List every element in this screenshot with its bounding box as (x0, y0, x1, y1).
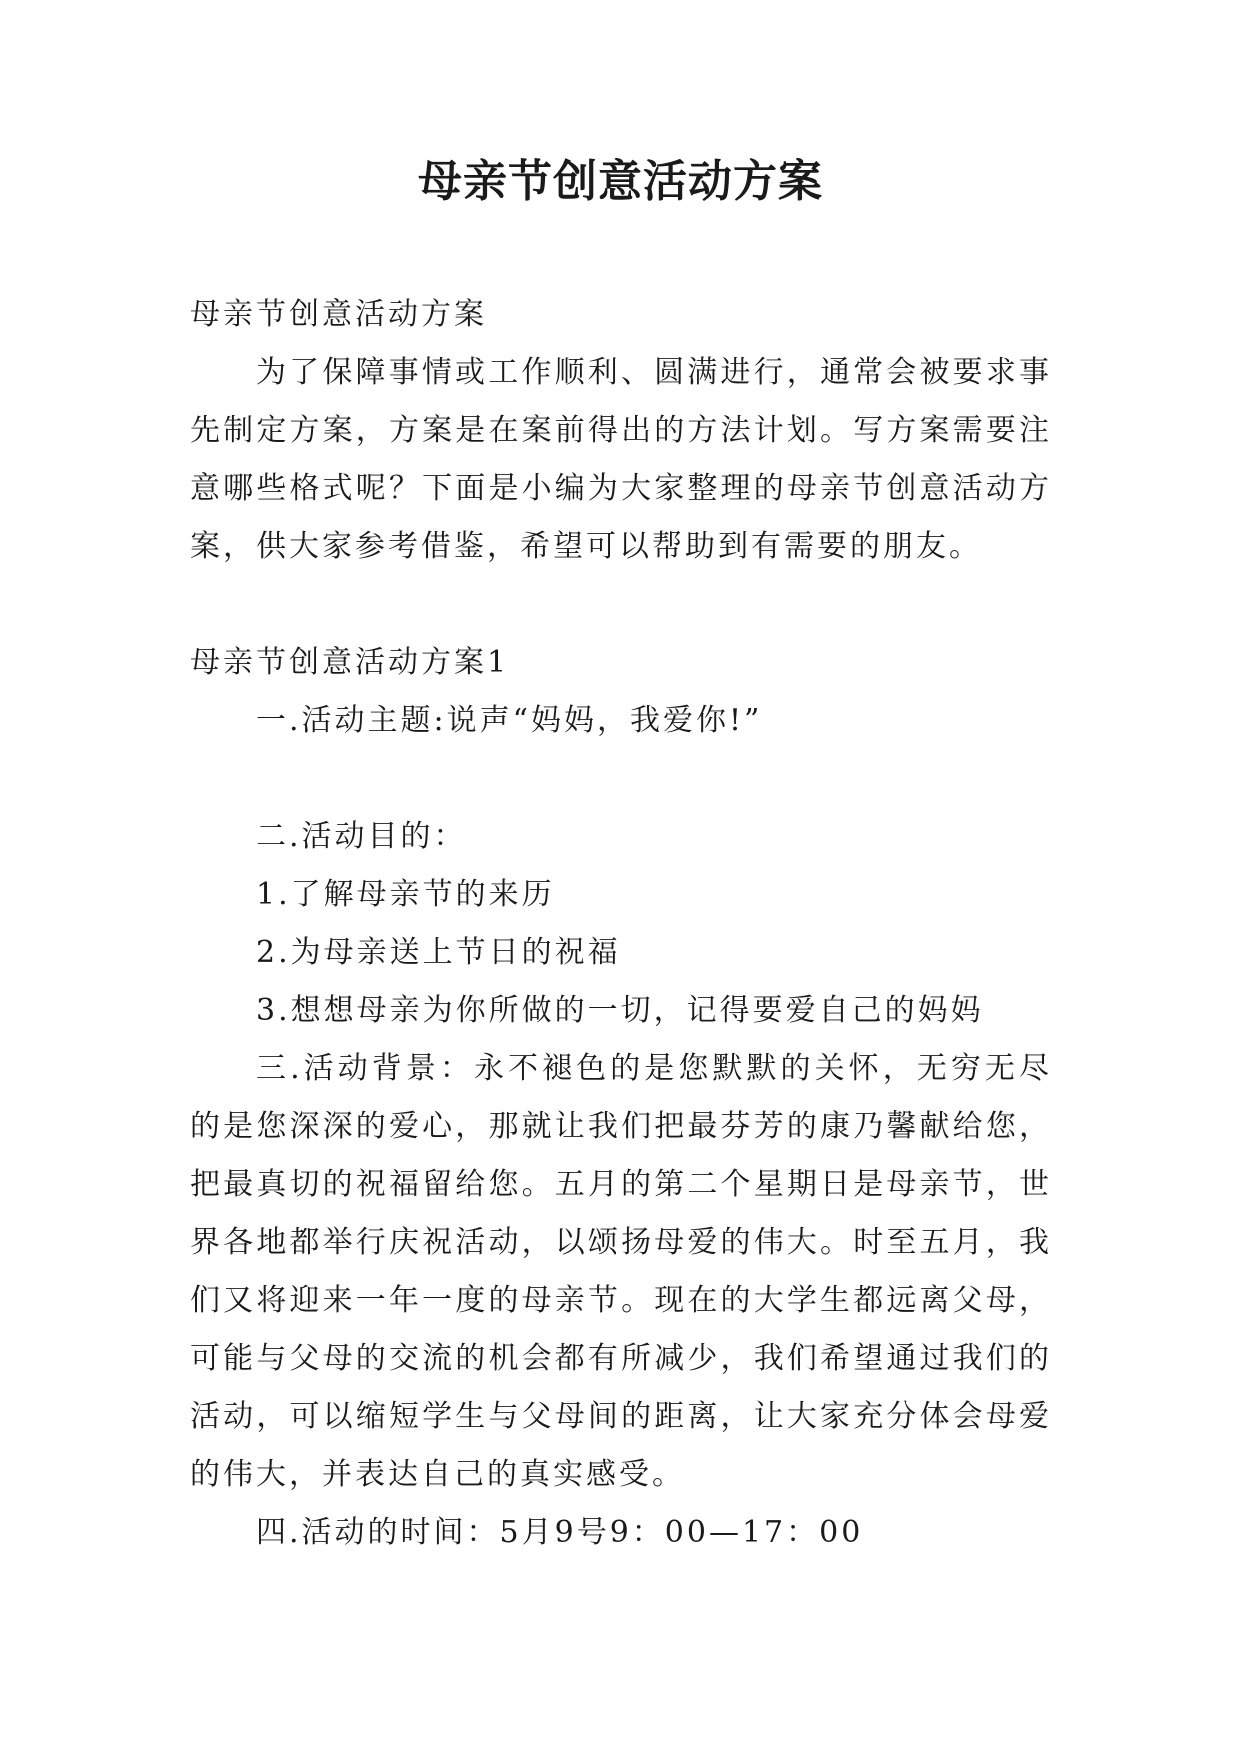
page-title: 母亲节创意活动方案 (418, 156, 823, 207)
purpose-item-2: 2.为母亲送上节日的祝福 (256, 935, 621, 970)
intro-paragraph: 为了保障事情或工作顺利、圆满进行，通常会被要求事先制定方案，方案是在案前得出的方法计划。写方案需要注意哪些格式呢？下面是小编为大家整理的母亲节创意活动方案，供大家参考借鉴，希望可以帮助到有需要的朋友。 (190, 355, 1052, 564)
purpose-item-3: 3.想想母亲为你所做的一切，记得要爱自己的妈妈 (256, 993, 984, 1028)
activity-time: 四.活动的时间：5月9号9：00—17：00 (256, 1515, 864, 1550)
activity-background: 三.活动背景：永不褪色的是您默默的关怀，无穷无尽的是您深深的爱心，那就让我们把最芬芳的康乃馨献给您，把最真切的祝福留给您。五月的第二个星期日是母亲节，世界各地都举行庆祝活动，以颂扬母爱的伟大。时至五月，我们又将迎来一年一度的母亲节。现在的大学生都远离父母，可能与父母的交流的机会都有所减少，我们希望通过我们的活动，可以缩短学生与父母间的距离，让大家充分体会母爱的伟大，并表达自己的真实感受。 (190, 1051, 1052, 1492)
document-body (190, 286, 1052, 1562)
purpose-item-1: 1.了解母亲节的来历 (256, 877, 555, 912)
document-subtitle: 母亲节创意活动方案 (190, 297, 487, 332)
activity-purpose-heading: 二.活动目的： (256, 819, 467, 854)
section-heading: 母亲节创意活动方案1 (190, 645, 510, 680)
activity-theme: 一.活动主题:说声“妈妈，我爱你!” (256, 703, 763, 738)
